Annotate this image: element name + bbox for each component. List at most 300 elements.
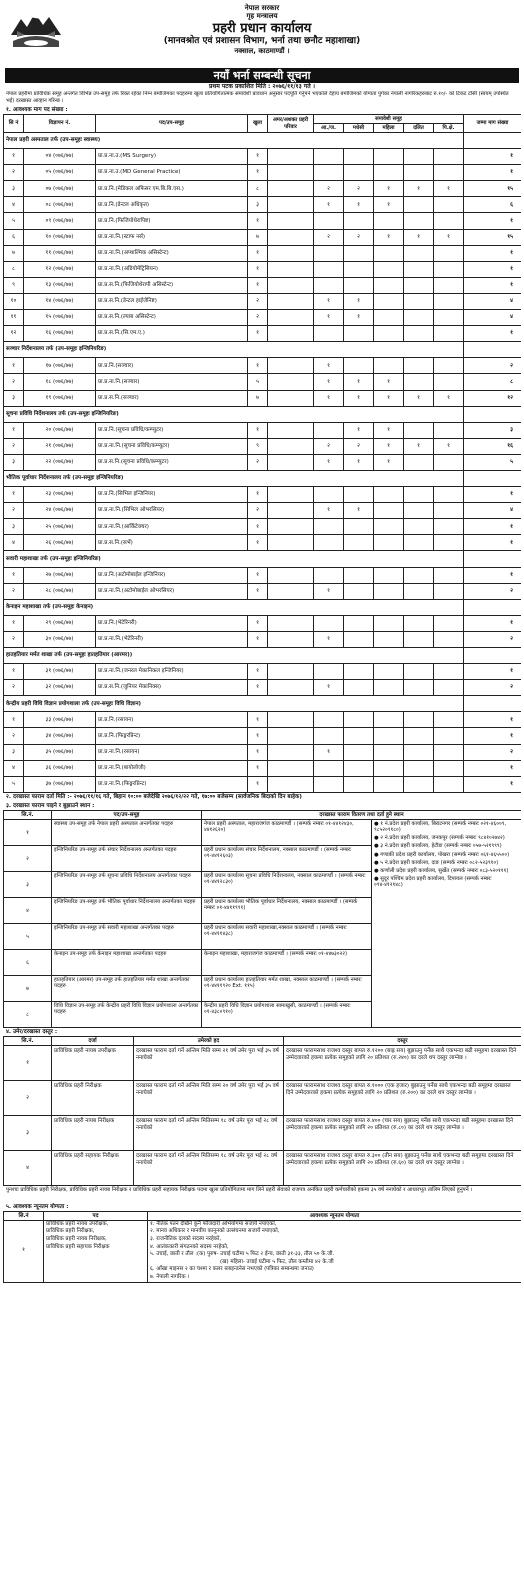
row-total: १ [464,326,521,342]
place-location: प्रहरी प्रधान कार्यालय सवारी महाशाखा,नक्साल काठमाण्डौं । (सम्पर्क नम्बरः ०१-४४११४३८) [202,923,372,949]
row-women [374,664,404,680]
place-post: इन्जिनियरिङ उप-समूह तर्फ सूचना प्रविधि निर्देशनालय अन्तर्गतका पदहरु [52,871,202,897]
row-post: प्रा.प्र.नि.(सूचना प्रविधि/कम्प्युटर) [96,422,248,438]
fee-amount: दरखास्त फारामसाथ राजश्व दस्तुर बापत रु.३०० (तीन सय) बुझाउनु पर्नेछ साथै एकभन्दा बढी समूहमा दरखास्त दिने उम्मेदवारको हकमा प्रत्येक समूहको लागि २० प्रतिशत (रु.६०) का दरले थप दस्तुर लाग्नेछ । [284,1150,522,1185]
row-total: १ [464,261,521,277]
row-ad-no: १७ (०७६/७७) [24,358,96,374]
row-ad-no: २७ (०७६/७७) [24,567,96,583]
row-madhesi [344,487,374,503]
row-sn: ११ [4,310,24,326]
row-aaja [314,261,344,277]
row-total: १ [464,664,521,680]
row-dalit: १ [404,438,434,454]
row-dalit [404,277,434,293]
row-dalit [404,583,434,599]
row-madhesi [344,567,374,583]
row-aaja: १ [314,454,344,470]
row-total: २ [464,583,521,599]
row-aaja: २ [314,181,344,197]
row-ad-no: १८ (०७६/७७) [24,374,96,390]
row-madhesi [344,583,374,599]
row-women [374,293,404,309]
row-martyr [268,744,314,760]
row-madhesi [344,712,374,728]
row-ad-no: २८ (०७६/७७) [24,583,96,599]
place-post: विधि विज्ञान उप-समूह तर्फ केन्द्रीय प्रहरी विधि विज्ञान प्रयोगशाला अन्तर्गतका पदहरु [52,1001,202,1027]
row-aaja [314,728,344,744]
row-women [374,680,404,696]
group-header-row [4,551,522,567]
row-post: प्रा.प्र.ना.नि.(स्टाफ नर्स) [96,229,248,245]
row-total: ४ [464,503,521,519]
group-header-row [4,342,522,358]
row-women: १ [374,229,404,245]
row-martyr [268,293,314,309]
office-name: प्रहरी प्रधान कार्यालय [212,20,312,36]
row-open: १ [248,326,268,342]
row-sn: ७ [4,245,24,261]
row-ad-no: ११ (०७६/७७) [24,245,96,261]
fee-age: दरखास्त फाराम दर्ता गर्ने अन्तिम मितिसम्म १८ वर्ष उमेर पूरा भई २८ वर्ष ननाघेको [134,1115,284,1150]
row-ad-no: २१ (०७६/७७) [24,438,96,454]
row-dalit [404,535,434,551]
table-row [4,744,522,760]
row-madhesi: १ [344,374,374,390]
row-sn: १ [4,487,24,503]
table-row [4,245,522,261]
row-madhesi: २ [344,438,374,454]
row-post: प्रा.प्र.नि.(रसायन) [96,712,248,728]
row-madhesi [344,728,374,744]
group-header-row [4,133,522,149]
row-ad-no: ०७ (०७६/७७) [24,181,96,197]
row-aaja: १ [314,310,344,326]
row-ad-no: ०८ (०७६/७७) [24,197,96,213]
row-dalit [404,567,434,583]
col-martyr: अमर/अशक्त प्रहरी परिवार [268,115,314,133]
table-row [4,454,522,470]
quals-col-sn: सि.नं [4,1211,44,1220]
letterhead [3,2,521,68]
row-women [374,326,404,342]
row-sn: १० [4,293,24,309]
row-backward: १ [434,181,464,197]
section-1-heading: १. आवश्यक माग पद संख्या : [6,107,68,113]
place-sn: ६ [4,949,52,975]
row-backward [434,680,464,696]
row-open: १ [248,149,268,165]
row-open: ८ [248,181,268,197]
row-martyr [268,631,314,647]
fee-row [4,1045,522,1080]
row-total: १ [464,728,521,744]
row-women: १ [374,197,404,213]
group-title: सञ्चार निर्देशनालय तर्फ (उप-समूहः इन्जिनियरिङ) [4,342,464,358]
row-aaja [314,277,344,293]
row-open: १ [248,358,268,374]
row-backward [434,712,464,728]
row-dalit [404,712,434,728]
row-total: १ [464,487,521,503]
nepal-emblem-icon [7,5,65,51]
group-header-row [4,470,522,486]
row-post: प्रा.प्र.नि.(डेन्टल अधिकृत) [96,197,248,213]
row-sn: १ [4,358,24,374]
row-backward [434,277,464,293]
group-title-total [464,648,521,664]
row-martyr [268,374,314,390]
row-women [374,310,404,326]
row-total: ८ [464,374,521,390]
fee-sn: ३ [4,1115,52,1150]
row-backward [434,567,464,583]
place-location: प्रहरी प्रधान कार्यालय भौतिक पूर्वाधार निर्देशनालय, नक्साल काठमाण्डौं । (सम्पर्क नम्बरः ०१-४४११९९१) [202,897,372,923]
qualification-sn: १ [4,1220,44,1282]
row-ad-no: २० (०७६/७७) [24,422,96,438]
row-women [374,519,404,535]
row-dalit [404,310,434,326]
fee-sn: ४ [4,1150,52,1185]
row-post: प्रा.प्र.नि.(सिभिल इन्जिनियर) [96,487,248,503]
row-martyr [268,664,314,680]
table-row [4,261,522,277]
row-madhesi [344,680,374,696]
row-ad-no: १९ (०७६/७७) [24,390,96,406]
row-total: १ [464,712,521,728]
row-women: १ [374,390,404,406]
row-dalit: १ [404,390,434,406]
row-post: प्रा.प्र.स.नि.(जुनियर मेकानिक्स) [96,680,248,696]
place-location: नेपाल प्रहरी अस्पताल, महाराजगंज काठमाण्डौं । (सम्पर्क नम्बरः ०१-४४१२४३०, ४४१२६२०) [202,819,372,845]
row-post: प्रा.प्र.नि.(भेटेरिनरी) [96,615,248,631]
qualification-item: ६. आँखा माइनस २ का चश्मा र कलर ब्लाइन्डनेस नभएको (पत्रिका सम्बन्धमा जनाउ) [150,1266,314,1273]
row-aaja: १ [314,197,344,213]
row-sn: २ [4,503,24,519]
row-total: १ [464,615,521,631]
row-open: १ [248,165,268,181]
row-total: २ [464,744,521,760]
row-backward [434,358,464,374]
fee-amount: दरखास्त फारामसाथ राजश्व दस्तुर बापत रु.१२०० (बाह्र सय) बुझाउनु पर्नेछ साथै एकभन्दा बढी समूहमा दरखास्त दिने उम्मेदवारको हकमा प्रत्येक समूहको लागि २० प्रतिशत (रु.२४०) का दरले थप दस्तुर लाग्नेछ । [284,1045,522,1080]
row-aaja [314,664,344,680]
row-open: १ [248,567,268,583]
table-row [4,149,522,165]
fee-age: दरखास्त फाराम दर्ता गर्ने अन्तिम मिति सम्म २१ वर्ष उमेर पूरा भई ३५ वर्ष ननाघेको [134,1045,284,1080]
row-open: १ [248,760,268,776]
place-sn: ४ [4,897,52,923]
col-ad-no: विज्ञापन नं. [24,115,96,133]
row-ad-no: ३३ (०७६/७७) [24,712,96,728]
qualification-item: ३. राजनीतिक दलको सदस्य नरहेको, [150,1236,222,1243]
row-open: १ [248,615,268,631]
row-sn: ३ [4,390,24,406]
row-post: प्रा.प्र.ना.नि.(अटोमोबाईल ओभरसियर) [96,583,248,599]
fee-sn: २ [4,1080,52,1115]
place-post: स्वास्थ्य उप-समूह तर्फ नेपाल प्रहरी अस्पताल अन्तर्गतका पदहरु [52,819,202,845]
postscript-note: पुनश्चः प्राविधिक प्रहरी निरीक्षक, प्राविधिक प्रहरी नायब निरीक्षक र प्राविधिक प्रहरी सहायक निरीक्षक पदमा खुला प्रतियोगितामा माग लिने प्रहरी सेवाको राजपत्र अनंकित प्रहरी कर्मचारीको हकमा ३५ वर्ष ननाघेको र आधारभूत तालिम लिएको हुनुपर्ने । [6,1186,473,1193]
row-madhesi [344,165,374,181]
group-title: सूचना प्रविधि निर्देशनालय तर्फ (उप-समूहः इन्जिनियरिङ) [4,406,464,422]
row-martyr [268,165,314,181]
row-open: २ [248,293,268,309]
fee-row [4,1115,522,1150]
table-row [4,519,522,535]
row-post: प्रा.प्र.स.नि.(सि.एम.ए.) [96,326,248,342]
row-backward [434,664,464,680]
fee-amount: दरखास्त फारामसाथ राजश्व दस्तुर बापत रु.१००० (एक हजार) बुझाउनु पर्नेछ साथै एकभन्दा बढी समूहमा दरखास्त दिने उम्मेदवारको हकमा प्रत्येक समूहको लागि २० प्रतिशत (रु.२००) का दरले थप दस्तुर लाग्नेछ । [284,1080,522,1115]
row-ad-no: २४ (०७६/७७) [24,503,96,519]
row-martyr [268,422,314,438]
qualification-posts [44,1220,148,1282]
row-total: ४ [464,293,521,309]
row-sn: १ [4,149,24,165]
office-location: नक्साल, काठमाण्डौं । [234,47,290,56]
row-backward [434,261,464,277]
group-title-total [464,696,521,712]
group-title: भौतिक पूर्वाधार निर्देशनालय तर्फ (उप-समूहः इन्जिनियरिङ) [4,470,464,486]
province-office-item: ● गण्डकी प्रदेश प्रहरी कार्यालय, पोखरा (सम्पर्क नम्बरः ०६१-४६५५००) [374,851,510,858]
row-backward [434,454,464,470]
row-women [374,487,404,503]
row-women [374,245,404,261]
row-total: १ [464,535,521,551]
row-women [374,213,404,229]
qualification-item: ५. उचाई, छाती र तौल :(क) पुरुष- उचाई घटीमा ५ फिट २ ईन्च, छाती ३१-३३, तौल ५० के.जी. [150,1251,335,1258]
row-dalit [404,760,434,776]
row-sn: २ [4,631,24,647]
table-row [4,326,522,342]
table-row [4,583,522,599]
row-backward [434,149,464,165]
qualification-item: ७. नेपाली नागरिक । [150,1274,190,1280]
row-martyr [268,503,314,519]
row-open: ५ [248,374,268,390]
row-aaja [314,245,344,261]
row-martyr [268,487,314,503]
row-ad-no: ०४ (०७६/७७) [24,149,96,165]
row-post: प्रा.प्र.स.नि.(फिजियोथेरापी असिस्टेन्ट) [96,277,248,293]
row-open: २ [248,503,268,519]
row-ad-no: २५ (०७६/७७) [24,519,96,535]
row-madhesi [344,631,374,647]
row-backward [434,776,464,792]
fees-table-body [4,1045,522,1185]
table-row [4,422,522,438]
row-dalit [404,213,434,229]
fees-col-fee: दस्तुर [284,1036,522,1045]
row-backward [434,213,464,229]
col-backward: पि.क्षे. [434,124,464,133]
row-backward [434,615,464,631]
row-open: १ [248,519,268,535]
row-post: प्रा.प्र.ना.नि.(भेटेरिनरी) [96,631,248,647]
row-sn: ३ [4,744,24,760]
row-women [374,776,404,792]
row-martyr [268,535,314,551]
group-header-row [4,406,522,422]
row-women [374,712,404,728]
fee-rank: प्राविधिक प्रहरी निरीक्षक [52,1080,134,1115]
row-open: १ [248,245,268,261]
row-sn: १ [4,664,24,680]
row-sn: १ [4,712,24,728]
row-post: प्रा.प्र.ना.नि.(सञ्चार) [96,374,248,390]
col-open: खुला [248,115,268,133]
row-post: प्रा.प्र.ना.नि.(सूचना प्रविधि/कम्प्युटर) [96,438,248,454]
row-open: १ [248,712,268,728]
row-backward [434,728,464,744]
row-dalit [404,744,434,760]
places-table-body [4,819,522,1027]
row-women [374,261,404,277]
row-dalit [404,293,434,309]
row-aaja: १ [314,631,344,647]
row-sn: २ [4,374,24,390]
row-total: १ [464,519,521,535]
row-open: ३ [248,197,268,213]
table-row [4,181,522,197]
row-post: प्रा.प्र.ना.नि.(जनरल मेकानिकल इन्जिनियर) [96,664,248,680]
row-total: ५ [464,454,521,470]
row-dalit [404,680,434,696]
row-post: प्रा.प्र.ना.नि.(फिङ्गरप्रिन्ट) [96,776,248,792]
place-post: इन्जिनियरिङ उप-समूह तर्फ संचार निर्देशनालय अन्तर्गतका पदहरु [52,845,202,871]
qualification-post: प्राविधिक प्रहरी नायब उपरीक्षक, [46,1220,109,1227]
row-women: १ [374,422,404,438]
table-row [4,229,522,245]
row-women [374,728,404,744]
row-martyr [268,310,314,326]
row-aaja: १ [314,583,344,599]
qualification-item: २. मानव अधिकार र मानवीय कानूनको उल्लंघनमा सजायँ नपाएको, [150,1228,280,1235]
row-madhesi: १ [344,390,374,406]
row-dalit: १ [404,181,434,197]
row-total: २ [464,631,521,647]
row-backward [434,503,464,519]
row-total: १५ [464,181,521,197]
notice-page [3,2,521,1575]
row-post: प्रा.प्र.नि.(सञ्चार) [96,358,248,374]
row-aaja [314,326,344,342]
row-aaja: १ [314,390,344,406]
row-madhesi: २ [344,229,374,245]
row-madhesi: १ [344,422,374,438]
row-aaja: १ [314,744,344,760]
row-sn: १ [4,422,24,438]
row-dalit [404,197,434,213]
row-martyr [268,358,314,374]
row-women [374,760,404,776]
province-office-item: ● कर्णाली प्रदेश प्रहरी कार्यालय, सुर्खेत (सम्पर्क नम्बरः ०८३-५२०१११) [374,868,509,875]
row-post: प्रा.प्र.स.नि.(डेन्टल हाईजेनिष्ट) [96,293,248,309]
row-total: १ [464,213,521,229]
row-aaja [314,535,344,551]
row-madhesi: १ [344,197,374,213]
row-backward: १ [434,390,464,406]
row-madhesi: १ [344,293,374,309]
row-aaja [314,487,344,503]
row-ad-no: १३ (०७६/७७) [24,277,96,293]
row-ad-no: १० (०७६/७७) [24,229,96,245]
row-dalit [404,149,434,165]
row-martyr [268,213,314,229]
row-aaja: २ [314,438,344,454]
province-office-item: ● सुदूर पश्चिम प्रदेश प्रहरी कार्यालय, दिपायल (सम्पर्क नम्बरः ०९४-४१२१४८) [374,876,492,889]
row-open: १ [248,680,268,696]
row-ad-no: १४ (०७६/७७) [24,293,96,309]
table-row [4,293,522,309]
places-col-place: दरखास्त फाराम वितरण तथा दर्ता हुने स्थान [202,810,522,819]
row-martyr [268,390,314,406]
group-header-row [4,696,522,712]
row-aaja [314,422,344,438]
fee-rank: प्राविधिक प्रहरी नायब उपरीक्षक [52,1045,134,1080]
place-sn: ५ [4,923,52,949]
fee-amount: दरखास्त फारामसाथ राजश्व दस्तुर बापत रु.४०० (चार सय) बुझाउनु पर्नेछ साथै एकभन्दा बढी समूहमा दरखास्त दिने उम्मेदवारको हकमा प्रत्येक समूहको लागि २० प्रतिशत (रु.८०) का दरले थप दस्तुर लाग्नेछ । [284,1115,522,1150]
row-aaja [314,567,344,583]
row-total: १२ [464,390,521,406]
row-women [374,535,404,551]
group-title-total [464,599,521,615]
row-sn: २ [4,583,24,599]
row-madhesi [344,326,374,342]
row-post: प्रा.प्र.स.नि.(ल्याब असिस्टेन्ट) [96,310,248,326]
fee-row [4,1150,522,1185]
row-aaja [314,519,344,535]
fee-row [4,1080,522,1115]
row-ad-no: १६ (०७६/७७) [24,326,96,342]
row-martyr [268,454,314,470]
row-ad-no: ३० (०७६/७७) [24,631,96,647]
row-madhesi: १ [344,310,374,326]
quals-col-post: पद [44,1211,148,1220]
row-women [374,358,404,374]
row-post: प्रा.प्र.ना.उ.(MS Surgery) [96,149,248,165]
row-post: प्रा.प्र.स.नि.(सञ्चार) [96,390,248,406]
row-backward [434,631,464,647]
row-total: ४ [464,310,521,326]
row-sn: ८ [4,261,24,277]
row-post: प्रा.प्र.ना.उ.(MD General Practice) [96,165,248,181]
row-madhesi [344,213,374,229]
row-ad-no: १२ (०७६/७७) [24,261,96,277]
table-row [4,310,522,326]
group-header-row [4,648,522,664]
row-madhesi [344,760,374,776]
place-post: इन्जिनियरिङ उप-समूह तर्फ सवारी महाशाखा अन्तर्गतका पदहरु [52,923,202,949]
row-martyr [268,326,314,342]
row-aaja: १ [314,293,344,309]
places-col-sn: सि.नं. [4,810,52,819]
row-sn: २ [4,680,24,696]
row-madhesi: १ [344,503,374,519]
row-madhesi [344,615,374,631]
row-sn: १ [4,615,24,631]
row-madhesi [344,664,374,680]
department-name: (मानवश्रोत एवं प्रशासन विभाग, भर्ना तथा छनौट महाशाखा) [163,36,361,47]
row-open: १ [248,776,268,792]
row-sn: २ [4,165,24,181]
vacancy-table-body [4,133,522,793]
row-dalit [404,261,434,277]
table-row [4,776,522,792]
fees-col-sn: सि.नं. [4,1036,52,1045]
row-women [374,165,404,181]
row-backward: १ [434,438,464,454]
row-martyr [268,728,314,744]
fee-age: दरखास्त फाराम दर्ता गर्ने अन्तिम मिति सम्म २० वर्ष उमेर पूरा भई ३५ वर्ष ननाघेको [134,1080,284,1115]
row-women: १ [374,374,404,390]
